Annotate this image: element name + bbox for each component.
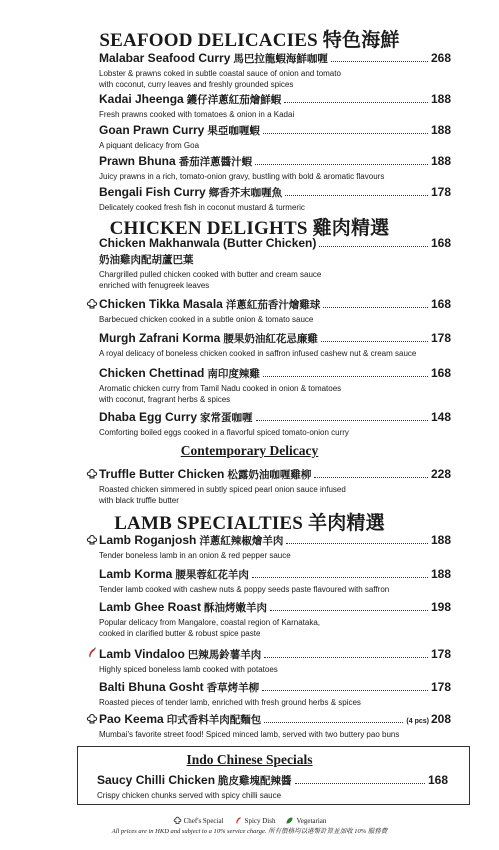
item-description: Fresh prawns cooked with tomatoes & onion in a Kadai [99,110,295,119]
item-chinese-name: 松露奶油咖喱雞柳 [227,469,312,481]
chef-special-icon [86,713,98,725]
item-chinese-name: 果亞咖喱蝦 [207,125,260,137]
item-description: Crispy chicken chunks served with spicy chilli sauce [97,791,282,800]
item-price: 168 [430,236,451,250]
legend-chef [173,816,224,825]
menu-item [99,297,451,325]
spicy-dish-icon [234,816,243,825]
item-description: Delicately cooked fresh fish in coconut mustard & turmeric [99,203,305,212]
item-name: Chicken Chettinad [99,366,205,380]
item-description: Tender boneless lamb in an onion & red pepper sauce [99,551,291,560]
leader-dots [264,722,403,723]
item-chinese-name: 腰果奶油紅花忌廉雞 [223,333,318,345]
item-description: Chargrilled pulled chicken cooked with butter and cream sauce enriched with fenugreek leaves [99,270,322,290]
item-description: Juicy prawns in a rich, tomato-onion gravy, bustling with bold & aromatic flavours [99,172,385,181]
item-description: A piquant delicacy from Goa [99,141,200,150]
legend-spicy-label: Spicy Dish [244,816,276,825]
legend-spicy [234,816,276,825]
item-name: Kadai Jheenga [99,92,184,106]
section-title-seafood: SEAFOOD DELICACIES 特色海鮮 [99,30,400,51]
section-title-indo-chinese: Indo Chinese Specials [186,752,313,767]
item-price: 188 [430,154,451,168]
menu-item [97,773,448,801]
item-price: 188 [430,567,451,581]
leader-dots [262,690,428,691]
item-price: 188 [430,92,451,106]
leader-dots [319,246,428,247]
leader-dots [256,420,428,421]
menu-item [99,331,451,359]
item-name: Saucy Chilli Chicken [97,773,216,787]
item-chinese-name: 家常蛋咖喱 [200,412,253,424]
vegetarian-leaf-icon [285,816,294,825]
item-description: Lobster & prawns coked in subtle coastal sauce of onion and tomato with coconut, curry leaves and freshly grounded spices [99,69,341,89]
chef-special-icon [86,534,98,546]
leader-dots [264,657,428,658]
leader-dots [255,164,428,165]
item-price: 188 [430,533,451,547]
menu-item [99,712,451,740]
item-description: Tender lamb cooked with cashew nuts & poppy seeds paste flavoured with saffron [99,585,390,594]
menu-item [99,51,451,90]
item-chinese-name: 腰果蓉紅花羊肉 [175,569,249,581]
price-disclaimer: All prices are in HKD and subject to a 10% service charge. 所有價格均以港幣計算並加收 10% 服務費 [111,828,388,835]
item-name: Balti Bhuna Gosht [99,680,204,694]
menu-item [99,680,451,708]
item-chinese-name: 巴辣馬鈴薯羊肉 [187,649,262,661]
item-name: Chicken Tikka Masala [99,297,223,311]
chef-special-icon [173,816,182,825]
section-title-contemporary: Contemporary Delicacy [180,443,319,458]
leader-dots [252,577,428,578]
item-price: 198 [430,600,451,614]
menu-item [99,467,451,506]
item-description: Roasted pieces of tender lamb, enriched with fresh ground herbs & spices [99,698,361,707]
legend [0,816,499,825]
menu-item [99,647,451,675]
item-chinese-name: 脆皮雞塊配辣醬 [218,775,292,787]
chef-special-icon [86,468,98,480]
section-title-lamb: LAMB SPECIALTIES 羊肉精選 [114,513,385,534]
item-description: Highly spiced boneless lamb cooked with potatoes [99,665,278,674]
item-price: 148 [430,410,451,424]
item-description: Barbecued chicken cooked in a subtle onion & tomato sauce [99,315,314,324]
item-name: Chicken Makhanwala (Butter Chicken) [99,236,317,250]
item-name: Lamb Ghee Roast [99,600,202,614]
item-chinese-name: 鑊仔洋蔥紅茄燴鮮蝦 [186,94,282,106]
item-chinese-name: 馬巴拉龍蝦海鮮咖喱 [233,53,328,65]
menu-item [99,533,451,561]
item-chinese-name: 洋蔥紅辣椒燴羊肉 [199,535,284,547]
leader-dots [270,610,428,611]
menu-item [99,236,451,291]
item-chinese-name: 香草烤羊柳 [206,682,260,694]
item-chinese-name: 洋蔥紅茄香汁燴雞球 [225,299,321,311]
item-price: 268 [430,51,451,65]
item-chinese-name: 南印度辣雞 [207,368,260,380]
item-price: 178 [430,331,451,345]
item-chinese-name: 鄉香芥末咖喱魚 [208,187,283,199]
leader-dots [331,61,428,62]
item-chinese-name: 番茄洋蔥醬汁蝦 [178,156,253,168]
item-price: 178 [430,647,451,661]
item-name: Lamb Vindaloo [99,647,185,661]
item-name: Lamb Roganjosh [99,533,197,547]
leader-dots [321,341,428,342]
item-description: Comforting boiled eggs cooked in a flavorful spiced tomato-onion curry [99,428,349,437]
item-description: Roasted chicken simmered in subtly spiced pearl onion sauce infused with black truffle butter [99,485,346,505]
item-name: Bengali Fish Curry [99,185,206,199]
item-price: 178 [430,185,451,199]
item-description: A royal delicacy of boneless chicken cooked in saffron infused cashew nut & cream sauce [99,349,417,358]
item-name: Prawn Bhuna [99,154,176,168]
item-description: Popular delicacy from Mangalore, coastal region of Karnataka, cooked in clarified butter & robust spice paste [99,618,321,638]
item-chinese-name: 印式香料羊肉配麵包 [166,714,262,726]
menu-item [99,92,451,120]
menu-item [99,567,451,595]
item-name: Dhaba Egg Curry [99,410,198,424]
leader-dots [295,783,425,784]
item-price: 228 [430,467,451,481]
item-name: Pao Keema [99,712,164,726]
item-price: 208 [430,712,451,726]
item-price: 178 [430,680,451,694]
portion-note: (4 pcs) [406,718,429,725]
item-name: Truffle Butter Chicken [99,467,225,481]
leader-dots [314,477,428,478]
leader-dots [323,307,428,308]
legend-veg [285,816,326,825]
item-description: Aromatic chicken curry from Tamil Nadu cooked in onion & tomatoes with coconut, fragrant herbs & spices [99,384,342,404]
chef-special-icon [86,298,98,310]
section-title-chicken: CHICKEN DELIGHTS 雞肉精選 [109,218,390,239]
leader-dots [263,133,428,134]
leader-dots [286,543,428,544]
spicy-dish-icon [86,647,98,659]
item-chinese-name: 酥油烤嫩羊肉 [204,602,268,614]
menu-item [99,600,451,639]
leader-dots [263,376,428,377]
item-name: Lamb Korma [99,567,173,581]
item-description: Mumbai's favorite street food! Spiced minced lamb, served with two buttery pao buns [99,730,400,739]
item-name: Murgh Zafrani Korma [99,331,221,345]
legend-veg-label: Vegetarian [296,816,327,825]
item-price: 168 [430,366,451,380]
menu-item [99,366,451,405]
menu-item [99,410,451,438]
legend-chef-label: Chef's Special [183,816,224,825]
menu-item [99,154,451,182]
item-price: 188 [430,123,451,137]
leader-dots [284,102,428,103]
item-chinese-name: 奶油雞肉配胡蘆巴葉 [99,254,194,266]
menu-item [99,185,451,213]
item-price: 168 [430,297,451,311]
item-price: 168 [427,773,448,787]
item-name: Malabar Seafood Curry [99,51,231,65]
menu-item [99,123,451,151]
item-name: Goan Prawn Curry [99,123,205,137]
leader-dots [285,195,428,196]
